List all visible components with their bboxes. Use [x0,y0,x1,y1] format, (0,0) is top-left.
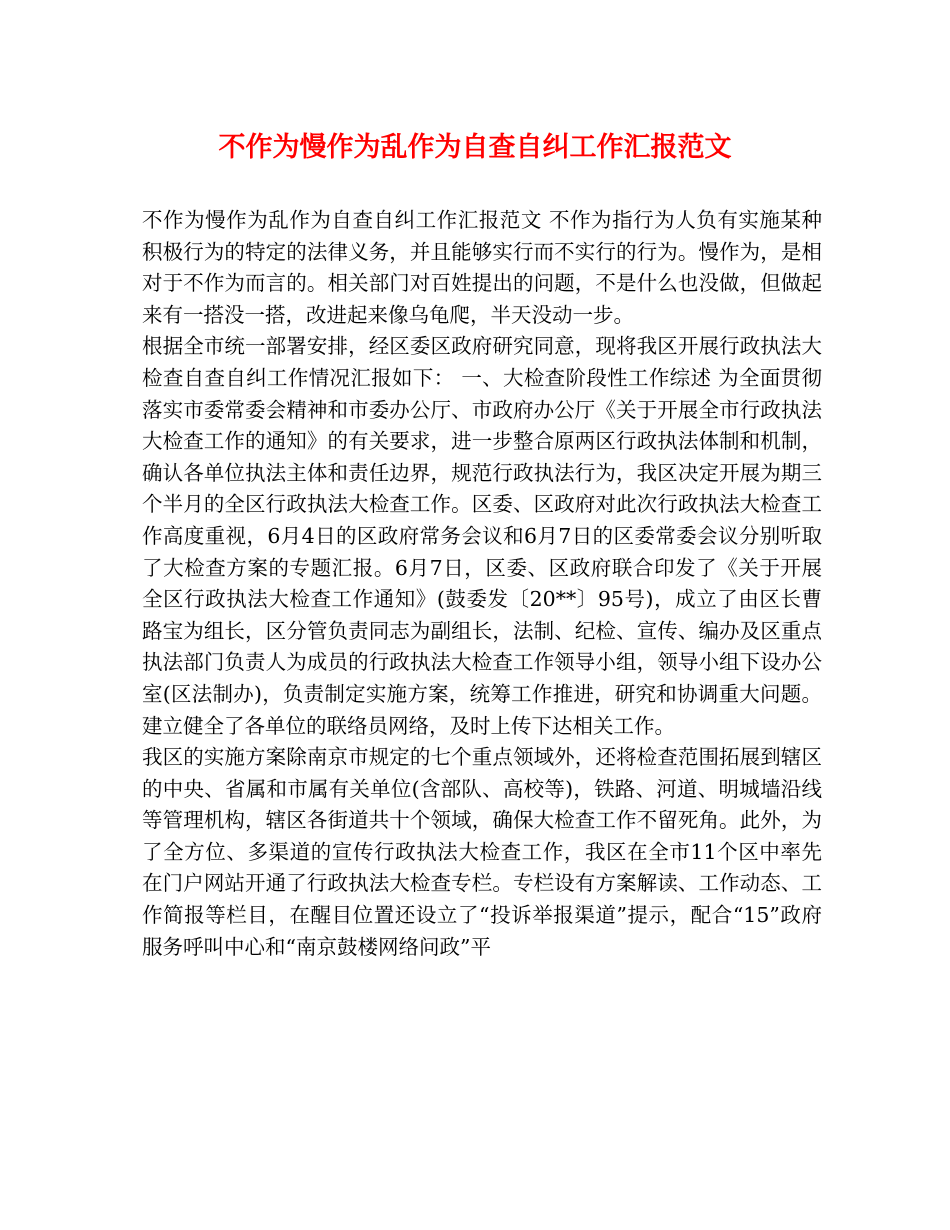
body-paragraph-3: 我区的实施方案除南京市规定的七个重点领域外，还将检查范围拓展到辖区的中央、省属和市属有关单位(含部队、高校等)，铁路、河道、明城墙沿线等管理机构，辖区各街道共十个领域，确保大检查工作不留死角。此外，为了全方位、多渠道的宣传行政执法大检查工作，我区在全市11个区中率先在门户网站开通了行政执法大检查专栏。专栏设有方案解读、工作动态、工作简报等栏目，在醒目位置还设立了“投诉举报渠道”提示，配合“15”政府服务呼叫中心和“南京鼓楼网络问政”平 [142,745,822,959]
body-paragraph-2: 根据全市统一部署安排，经区委区政府研究同意，现将我区开展行政执法大检查自查自纠工作情况汇报如下： 一、大检查阶段性工作综述 为全面贯彻落实市委常委会精神和市委办公厅、市政府办公厅《关于开展全市行政执法大检查工作的通知》的有关要求，进一步整合原两区行政执法体制和机制，确认各单位执法主体和责任边界，规范行政执法行为，我区决定开展为期三个半月的全区行政执法大检查工作。区委、区政府对此次行政执法大检查工作高度重视，6月4日的区政府常务会议和6月7日的区委常委会议分别听取了大检查方案的专题汇报。6月7日，区委、区政府联合印发了《关于开展全区行政执法大检查工作通知》(鼓委发〔20**〕95号)，成立了由区长曹路宝为组长，区分管负责同志为副组长，法制、纪检、宣传、编办及区重点执法部门负责人为成员的行政执法大检查工作领导小组，领导小组下设办公室(区法制办)，负责制定实施方案，统筹工作推进，研究和协调重大问题。建立健全了各单位的联络员网络，及时上传下达相关工作。 [142,334,822,738]
body-paragraph-1: 不作为慢作为乱作为自查自纠工作汇报范文 不作为指行为人负有实施某种积极行为的特定的法律义务，并且能够实行而不实行的行为。慢作为，是相对于不作为而言的。相关部门对百姓提出的问题，不是什么也没做，但做起来有一搭没一搭，改进起来像乌龟爬，半天没动一步。 [142,208,822,327]
document-body [142,205,822,963]
document-title: 不作为慢作为乱作为自查自纠工作汇报范文 [218,132,732,163]
